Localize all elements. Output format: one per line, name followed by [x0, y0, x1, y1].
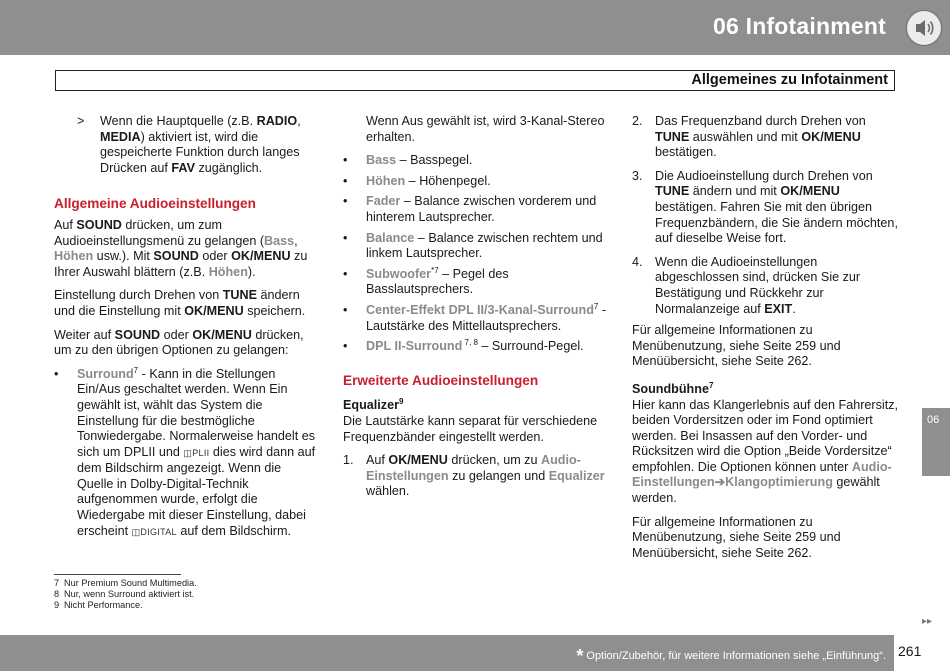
paragraph-continued: Wenn Aus gewählt ist, wird 3-Kanal-Stereo erhalten.	[366, 114, 605, 144]
footnote: 9 Nicht Performance.	[54, 599, 143, 610]
arrow-right-icon: ➔	[714, 475, 726, 490]
list-item: • Subwoofer$^{*7}$ – Pegel des Basslautsprechers.	[343, 265, 509, 297]
step-2: 2. Das Frequenzband durch Drehen von TUNE auswählen und mit OK/MENU bestätigen.	[632, 114, 866, 160]
bullet-marker: •	[54, 366, 59, 381]
column-right	[632, 114, 900, 569]
step-4: 4. Wenn die Audioeinstellungen abgeschlossen sind, drücken Sie zur Bestätigung und Rückkehr zur Normalanzeige auf EXIT.	[632, 254, 861, 316]
list-item: • Höhen – Höhenpegel.	[343, 173, 491, 188]
list-item: • Bass – Basspegel.	[343, 153, 473, 168]
footnote: 7 Nur Premium Sound Multimedia.	[54, 578, 197, 588]
intro-marker: >	[77, 114, 85, 128]
section-title: Allgemeines zu Infotainment	[691, 72, 888, 88]
heading-general-audio: Allgemeine Audioeinstellungen	[54, 196, 256, 212]
footnote-rule	[54, 574, 181, 575]
step-3: 3. Die Audioeinstellung durch Drehen von TUNE ändern und mit OK/MENU bestätigen. Fahren Sie mit den übrigen Frequenzbändern, die Sie ändern möchten, auf dieselbe Weise fort.	[632, 168, 898, 246]
heading-equalizer: Equalizer$^9$	[343, 397, 404, 413]
paragraph-info-1: Für allgemeine Informationen zu Menübenutzung, siehe Seite 259 und Menüübersicht, siehe Seite 262.	[632, 323, 841, 369]
list-item: • Balance – Balance zwischen rechtem und linkem Lautsprecher.	[343, 230, 603, 261]
chapter-title: 06 Infotainment	[713, 13, 886, 39]
chapter-header-bar	[0, 0, 950, 55]
section-header-box	[55, 70, 895, 91]
surround-label: Surround	[77, 366, 134, 381]
continue-arrows-icon: ▸▸	[922, 616, 933, 627]
paragraph-soundbuehne: Hier kann das Klangerlebnis auf den Fahrersitz, beiden Vordersitzen oder im Fond optimiert werden. Bei Insassen auf den Vorder- und Rücksitzen wird die Option „Beide Vordersitze“ empfohlen. Die Optionen können unter Audio-Einstellungen➔Klangoptimierung gewählt werden.	[632, 397, 899, 506]
list-item-surround: • Surround$^7$ - Kann in die Stellungen Ein/Aus geschaltet werden. Wenn Ein gewählt ist, wählt das System die Einstellung für die bestmögliche Tonwiedergabe. Normalerweise handelt es sich um DPLII und ◫PLII dies wird dann auf dem Bildschirm angezeigt. Wenn die Quelle in Dolby-Digital-Technik aufgenommen wurde, erfolgt die Wiedergabe mit dieser Einstellung, dabei erscheint ◫DIGITAL auf dem Bildschirm.	[54, 365, 316, 538]
paragraph-sound-menu: Auf SOUND drücken, um zum Audioeinstellungsmenü zu gelangen (Bass, Höhen usw.). Mit SOUND oder OK/MENU zu Ihrer Auswahl blättern (z.B. Höhen).	[54, 217, 308, 279]
column-left	[54, 114, 320, 545]
paragraph-info-2: Für allgemeine Informationen zu Menübenutzung, siehe Seite 259 und Menüübersicht, siehe Seite 262.	[632, 514, 841, 560]
intro-list-item: > Wenn die Hauptquelle (z.B. RADIO, MEDIA) aktiviert ist, wird die gespeicherte Funktion durch langes Drücken auf FAV zugänglich.	[77, 114, 301, 175]
paragraph-tune: Einstellung durch Drehen von TUNE ändern und die Einstellung mit OK/MENU speichern.	[54, 288, 306, 318]
heading-advanced-audio: Erweiterte Audioeinstellungen	[343, 372, 539, 388]
paragraph-equalizer: Die Lautstärke kann separat für verschiedene Frequenzbänder eingestellt werden.	[343, 413, 598, 444]
dolby-pl2-logo: ◫PLII	[183, 447, 210, 458]
speaker-icon	[906, 10, 942, 46]
chapter-side-tab: 06	[922, 408, 950, 476]
heading-soundbuehne: Soundbühne$^7$	[632, 380, 714, 396]
footnote: 8 Nur, wenn Surround aktiviert ist.	[54, 588, 195, 599]
footer-note: * Option/Zubehör, für weitere Informationen siehe „Einführung“.	[576, 646, 886, 666]
footer-bar	[0, 635, 894, 671]
dolby-digital-logo: ◫DIGITAL	[131, 526, 177, 537]
list-item: • Center-Effekt DPL II/3-Kanal-Surround$^7$ - Lautstärke des Mittellautsprechers.	[343, 301, 607, 333]
audio-options-list	[343, 153, 608, 355]
list-item: • DPL II-Surround $^{7, 8}$ – Surround-Pegel.	[343, 337, 584, 354]
page-number: 261	[898, 643, 922, 659]
paragraph-more-options: Weiter auf SOUND oder OK/MENU drücken, um zu den übrigen Optionen zu gelangen:	[54, 327, 304, 358]
footnotes	[54, 578, 197, 610]
step-1: 1. Auf OK/MENU drücken, um zu Audio-Einstellungen zu gelangen und Equalizer wählen.	[343, 453, 605, 499]
list-item: • Fader – Balance zwischen vorderem und hinterem Lautsprecher.	[343, 194, 597, 224]
column-middle	[343, 114, 608, 505]
